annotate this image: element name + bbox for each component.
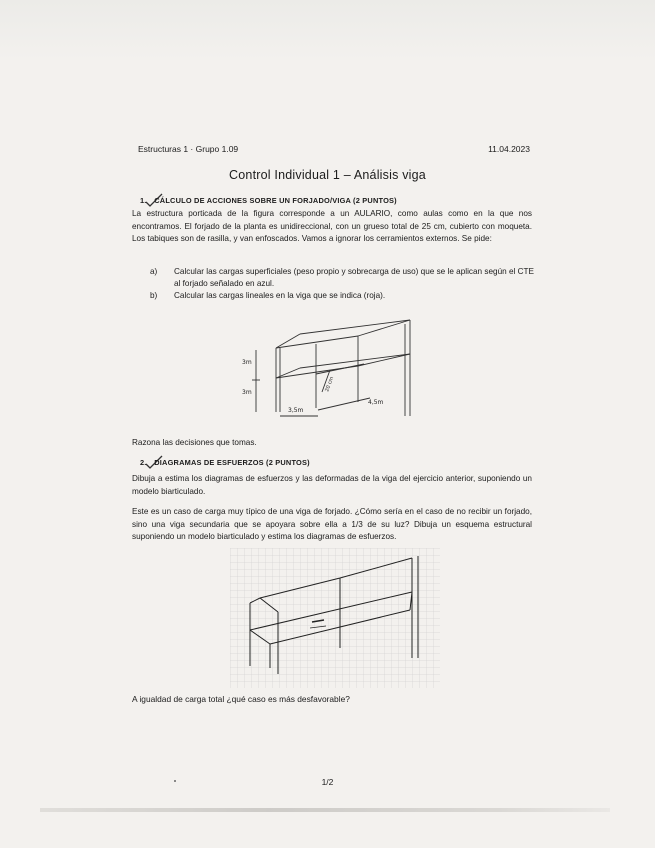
grid-paper — [230, 548, 440, 688]
section-1-task-list — [150, 266, 538, 303]
section-2-number: 2. — [140, 458, 147, 467]
section-1-number: 1. — [140, 196, 147, 205]
dim-bottom-label: 3m — [242, 389, 252, 396]
section-2-heading — [140, 458, 310, 467]
list-item — [150, 266, 538, 289]
section-1-heading — [140, 196, 397, 205]
section-2-paragraph-1: Dibuja a estima los diagramas de esfuerzos y las deformadas de la viga del ejercicio anterior, suponiendo un modelo biarticulado. — [132, 474, 532, 496]
section-2-paragraph-2: Este es un caso de carga muy típico de una viga de forjado. ¿Cómo sería en el caso de no recibir un forjado, sino una viga secundaria que se apoyara sobre ella a 1/3 de su luz? Dibuja un esquema estructural suponiendo un modelo biarticulado y estima los diagramas de esfuerzos. — [132, 507, 532, 541]
list-item-label: b) — [150, 291, 158, 300]
frame-sketch-figure — [240, 312, 440, 428]
list-item-text: Calcular las cargas lineales en la viga que se indica (roja). — [174, 291, 386, 300]
beam-line — [300, 320, 410, 334]
list-item-label: a) — [150, 267, 158, 276]
dimension-line — [318, 398, 370, 410]
dim-top-label: 3m — [242, 359, 252, 366]
scan-edge — [40, 808, 610, 812]
page-header — [138, 144, 530, 154]
section-2-title: DIAGRAMAS DE ESFUERZOS (2 PUNTOS) — [154, 458, 310, 467]
dim-width-label: 3,5m — [288, 407, 304, 414]
section-1-title: CÁLCULO DE ACCIONES SOBRE UN FORJADO/VIGA (2 PUNTOS) — [154, 196, 397, 205]
beam-line — [276, 336, 358, 348]
dim-diag-label: 20 cm — [324, 375, 336, 393]
exam-date: 11.04.2023 — [488, 144, 530, 154]
scan-background — [0, 0, 655, 60]
reasoning-note: Razona las decisiones que tomas. — [132, 438, 257, 447]
page-number: 1/2 — [321, 777, 334, 787]
final-question: A igualdad de carga total ¿qué caso es más desfavorable? — [132, 694, 350, 704]
list-item — [150, 290, 538, 302]
list-item-text: Calcular las cargas superficiales (peso propio y sobrecarga de uso) que se le aplican según el CTE al forjado señalado en azul. — [174, 267, 534, 288]
page-title: Control Individual 1 – Análisis viga — [229, 168, 426, 182]
grid-sketch-figure — [230, 548, 440, 688]
course-label: Estructuras 1 · Grupo 1.09 — [138, 144, 239, 154]
section-1-intro: La estructura porticada de la figura corresponde a un AULARIO, como aulas como en la que nos encontramos. El forjado de la planta es unidireccional, con un grueso total de 25 cm, cubierto con moqueta. Los tabiques son de rasilla, y van enfoscados. Vamos a ignorar los cerramientos externos. Se pide: — [132, 209, 532, 243]
dim-span-label: 4,5m — [368, 399, 384, 406]
